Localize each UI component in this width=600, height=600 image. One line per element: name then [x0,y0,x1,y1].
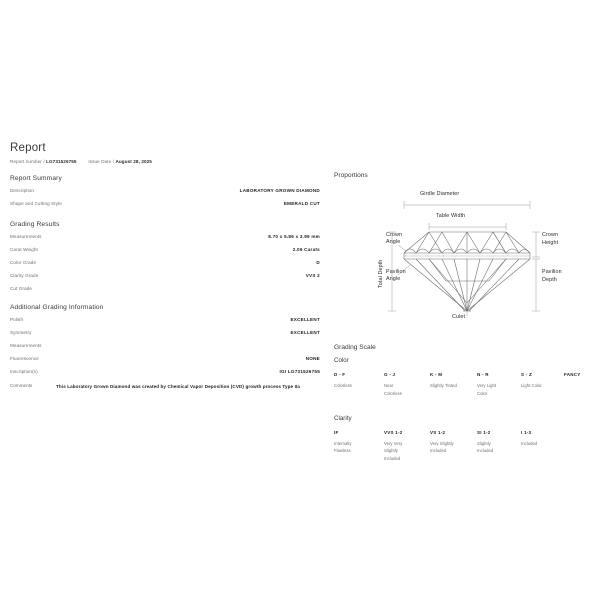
row-value: IGI LG731526755 [279,369,320,375]
color-scale-grid [334,372,596,398]
color-scale-item [477,372,521,398]
scale-code: S - Z [521,372,532,377]
scale-code: VVS 1-2 [384,429,403,435]
clarity-scale-item [334,430,384,456]
scale-desc: Very Light Color [477,383,497,396]
additional-grading-section [10,304,320,391]
table-row [10,344,320,349]
grading-scale-heading: Grading Scale [334,344,376,351]
color-scale-subheading: Color [334,357,349,364]
grading-results-heading: Grading Results [10,220,60,228]
proportions-section [334,172,590,323]
scale-desc: Near Colorless [384,383,402,396]
scale-desc: Slightly Included [477,440,494,454]
table-row [10,248,320,253]
row-label: Inscription(s) [10,369,38,375]
row-value: NONE [305,356,320,362]
color-scale-item [564,372,596,382]
additional-grading-heading: Additional Grading Information [10,304,104,312]
row-label: Description [10,188,35,193]
table-row [10,370,320,375]
grading-results-section [10,221,320,292]
scale-desc: Very Very Slightly Included [384,440,403,462]
row-label: Measurements [10,233,42,239]
clarity-scale-subheading: Clarity [334,414,352,422]
clarity-scale-item [430,430,477,456]
table-row [10,318,320,323]
scale-code: VS 1-2 [430,429,446,435]
pavilion-depth-dimension [532,259,540,311]
diamond-profile-drawing [334,183,590,323]
total-depth-label: Total Depth [378,259,384,288]
table-row [10,261,320,266]
table-row [10,202,320,207]
clarity-scale-item [521,430,564,448]
row-value: VVS 2 [305,272,320,278]
row-value: 2.06 Carats [292,246,320,252]
clarity-scale-grid [334,430,596,463]
girdle-diameter-label: Girdle Diameter [420,191,460,197]
report-left-column [10,142,320,391]
color-scale-item [521,372,564,390]
girdle-diameter-dimension [404,201,530,209]
crown-angle-leader [398,245,406,251]
proportions-heading: Proportions [334,172,368,179]
comments-label: Comments [10,383,33,389]
crown-angle-label-line1: Crown [386,232,403,238]
scale-desc: Light Color [521,383,542,388]
row-label: Clarity Grade [10,272,39,278]
scale-desc: Very Slightly Included [430,440,454,454]
scale-code: SI 1-2 [477,429,491,435]
scale-code: D - F [334,372,346,377]
issue-date-label: Issue Date / [88,159,115,164]
table-row [10,331,320,336]
table-row [10,287,320,292]
color-scale-item [430,372,477,390]
grading-scale-section [334,344,596,463]
report-meta [10,159,320,164]
row-value: D [316,259,320,265]
row-value: EXCELLENT [290,317,320,323]
row-value: EXCELLENT [290,330,320,336]
crown-height-label-line2: Height [542,240,559,246]
row-label: Measurements [10,343,42,349]
crown-height-label-line1: Crown [542,232,559,238]
row-value: LABORATORY GROWN DIAMOND [239,188,320,193]
scale-code: K - M [430,372,443,377]
diamond-proportions-diagram [334,183,590,323]
table-row [10,235,320,240]
pavilion-angle-label-line2: Angle [386,276,401,282]
clarity-scale-item [384,430,430,463]
row-label: Cut Grade [10,285,33,291]
report-summary-heading: Report Summary [10,175,62,182]
row-label: Polish [10,317,24,323]
pavilion-depth-label-line2: Depth [542,277,557,283]
row-label: Carat Weight [10,246,38,252]
clarity-scale-item [477,430,521,456]
scale-desc: Colorless [334,383,352,388]
row-label: Symmetry [10,330,32,336]
row-value: EMERALD CUT [283,200,320,206]
row-value: 8.70 x 5.86 x 3.99 mm [268,233,320,239]
report-number-value: LG731526755 [46,159,77,164]
comments-row [10,383,320,391]
row-label: Color Grade [10,259,37,265]
scale-desc: Internally Flawless [334,440,352,454]
color-scale-item [384,372,430,398]
crown-height-dimension [532,232,540,257]
table-row [10,357,320,362]
table-width-dimension [429,223,506,230]
scale-code: FANCY [564,372,581,377]
scale-code: G - J [384,372,396,377]
report-number-label: Report number / [10,159,45,164]
row-label: Fluorescence [10,356,39,362]
report-summary-section [10,175,320,207]
row-label: Shape and Cutting Style [10,200,62,206]
pavilion-depth-label-line1: Pavilion [542,269,562,275]
pavilion-angle-label-line1: Pavilion [386,269,406,275]
page-title: Report [10,142,46,154]
table-row [10,274,320,279]
table-width-label: Table Width [436,213,466,219]
scale-code: N - R [477,372,489,377]
scale-desc: Included [521,440,538,446]
crown-angle-label-line2: Angle [386,239,401,245]
table-row [10,189,320,194]
scale-desc: Slightly Tinted [430,383,457,388]
culet-label: Culet [452,314,466,320]
issue-date-value: August 28, 2025 [115,159,152,164]
scale-code: I 1-3 [521,429,532,435]
color-scale-block [334,357,596,398]
comments-value: This Laboratory Grown Diamond was created by Chemical Vapor Deposition (CVD) growth process Type IIa [56,384,300,390]
clarity-scale-block [334,415,596,463]
color-scale-item [334,372,384,390]
scale-code: IF [334,429,339,435]
